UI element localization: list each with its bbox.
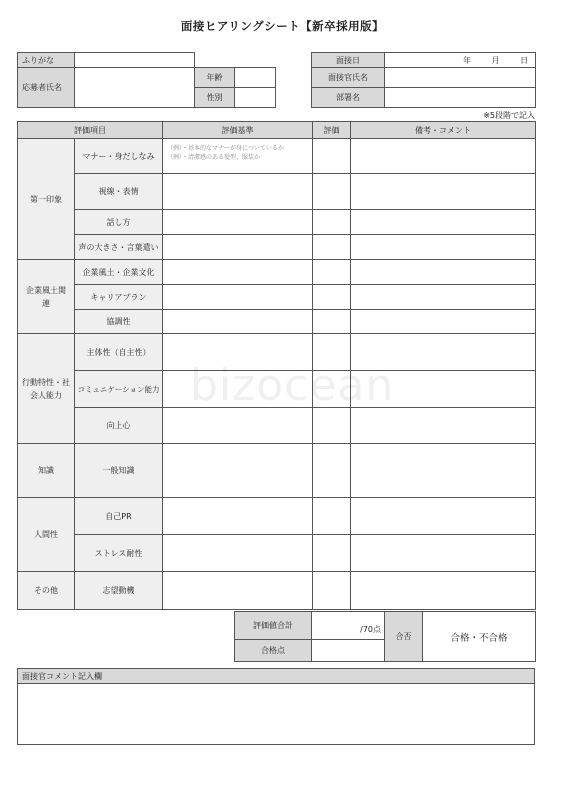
item-label: 企業風土・企業文化 bbox=[75, 260, 163, 285]
remarks-cell[interactable] bbox=[351, 260, 536, 285]
category-behavior: 行動特性・社会人能力 bbox=[18, 334, 75, 444]
criteria-cell[interactable] bbox=[163, 408, 313, 444]
remarks-cell[interactable] bbox=[351, 498, 536, 535]
rating-cell[interactable] bbox=[313, 535, 351, 572]
category-corporate-culture: 企業風土関連 bbox=[18, 260, 75, 334]
remarks-cell[interactable] bbox=[351, 285, 536, 310]
rating-cell[interactable] bbox=[313, 139, 351, 174]
comment-field[interactable] bbox=[18, 684, 535, 745]
age-label: 年齢 bbox=[195, 68, 235, 88]
rating-cell[interactable] bbox=[313, 174, 351, 210]
item-label: 話し方 bbox=[75, 210, 163, 235]
item-label: 協調性 bbox=[75, 310, 163, 334]
gender-field[interactable] bbox=[235, 88, 276, 108]
page-title: 面接ヒアリングシート【新卒採用版】 bbox=[180, 19, 385, 33]
col-criteria-header: 評価基準 bbox=[163, 122, 313, 139]
rating-cell[interactable] bbox=[313, 285, 351, 310]
date-month: 月 bbox=[491, 55, 500, 65]
interview-date-label: 面接日 bbox=[312, 53, 385, 68]
rating-cell[interactable] bbox=[313, 408, 351, 444]
comment-table bbox=[17, 668, 535, 745]
scale-note: ※5段階で記入 bbox=[483, 111, 535, 120]
item-label: コミュニケーション能力 bbox=[75, 371, 163, 408]
rating-cell[interactable] bbox=[313, 235, 351, 260]
remarks-cell[interactable] bbox=[351, 210, 536, 235]
passing-score-label: 合格点 bbox=[235, 640, 312, 662]
remarks-cell[interactable] bbox=[351, 408, 536, 444]
rating-cell[interactable] bbox=[313, 572, 351, 610]
category-knowledge: 知識 bbox=[18, 444, 75, 498]
passing-score-field[interactable] bbox=[312, 640, 385, 662]
date-day: 日 bbox=[520, 55, 529, 65]
pass-fail-field[interactable]: 合格・不合格 bbox=[423, 612, 536, 662]
category-first-impression: 第一印象 bbox=[18, 139, 75, 260]
criteria-cell[interactable] bbox=[163, 572, 313, 610]
furigana-label: ふりがな bbox=[18, 53, 75, 68]
interview-info-table bbox=[311, 52, 536, 108]
interview-date-field[interactable] bbox=[385, 53, 536, 68]
pass-fail-label: 合否 bbox=[385, 612, 423, 662]
item-label: 声の大きさ・言葉遣い bbox=[75, 235, 163, 260]
rating-cell[interactable] bbox=[313, 498, 351, 535]
gender-label: 性別 bbox=[195, 88, 235, 108]
furigana-field[interactable] bbox=[75, 53, 195, 68]
department-label: 部署名 bbox=[312, 88, 385, 108]
item-label: 向上心 bbox=[75, 408, 163, 444]
total-score-label: 評価値合計 bbox=[235, 612, 312, 640]
applicant-name-label: 応募者氏名 bbox=[18, 68, 75, 108]
item-label: 自己PR bbox=[75, 498, 163, 535]
remarks-cell[interactable] bbox=[351, 174, 536, 210]
criteria-cell[interactable] bbox=[163, 535, 313, 572]
age-field[interactable] bbox=[235, 68, 276, 88]
remarks-cell[interactable] bbox=[351, 535, 536, 572]
criteria-cell[interactable] bbox=[163, 498, 313, 535]
criteria-cell[interactable] bbox=[163, 235, 313, 260]
item-label: 志望動機 bbox=[75, 572, 163, 610]
remarks-cell[interactable] bbox=[351, 310, 536, 334]
criteria-cell[interactable] bbox=[163, 210, 313, 235]
remarks-cell[interactable] bbox=[351, 572, 536, 610]
rating-cell[interactable] bbox=[313, 260, 351, 285]
rating-cell[interactable] bbox=[313, 310, 351, 334]
department-field[interactable] bbox=[385, 88, 536, 108]
col-rating-header: 評価 bbox=[313, 122, 351, 139]
criteria-cell[interactable] bbox=[163, 174, 313, 210]
rating-cell[interactable] bbox=[313, 210, 351, 235]
criteria-cell[interactable] bbox=[163, 260, 313, 285]
total-score-field[interactable]: /70点 bbox=[312, 612, 385, 640]
col-remarks-header: 備考・コメント bbox=[351, 122, 536, 139]
item-label: キャリアプラン bbox=[75, 285, 163, 310]
item-label: マナー・身だしなみ bbox=[75, 139, 163, 174]
item-label: ストレス耐性 bbox=[75, 535, 163, 572]
category-personality: 人間性 bbox=[18, 498, 75, 572]
item-label: 視線・表情 bbox=[75, 174, 163, 210]
remarks-cell[interactable] bbox=[351, 139, 536, 174]
applicant-info-table bbox=[17, 52, 276, 108]
criteria-cell[interactable] bbox=[163, 310, 313, 334]
summary-table bbox=[234, 611, 536, 662]
col-item-header: 評価項目 bbox=[18, 122, 163, 139]
rating-cell[interactable] bbox=[313, 444, 351, 498]
criteria-example[interactable]: （例）・基本的なマナーが身についているか （例）・清潔感のある髪型、服装か bbox=[163, 139, 313, 174]
interviewer-label: 面接官氏名 bbox=[312, 68, 385, 88]
item-label: 一般知識 bbox=[75, 444, 163, 498]
item-label: 主体性（自主性） bbox=[75, 334, 163, 371]
criteria-cell[interactable] bbox=[163, 285, 313, 310]
applicant-name-field[interactable] bbox=[75, 68, 195, 108]
category-other: その他 bbox=[18, 572, 75, 610]
comment-label: 面接官コメント記入欄 bbox=[18, 669, 535, 684]
criteria-cell[interactable] bbox=[163, 444, 313, 498]
remarks-cell[interactable] bbox=[351, 444, 536, 498]
remarks-cell[interactable] bbox=[351, 235, 536, 260]
interviewer-field[interactable] bbox=[385, 68, 536, 88]
date-year: 年 bbox=[463, 55, 471, 65]
watermark: bizocean bbox=[190, 360, 395, 411]
